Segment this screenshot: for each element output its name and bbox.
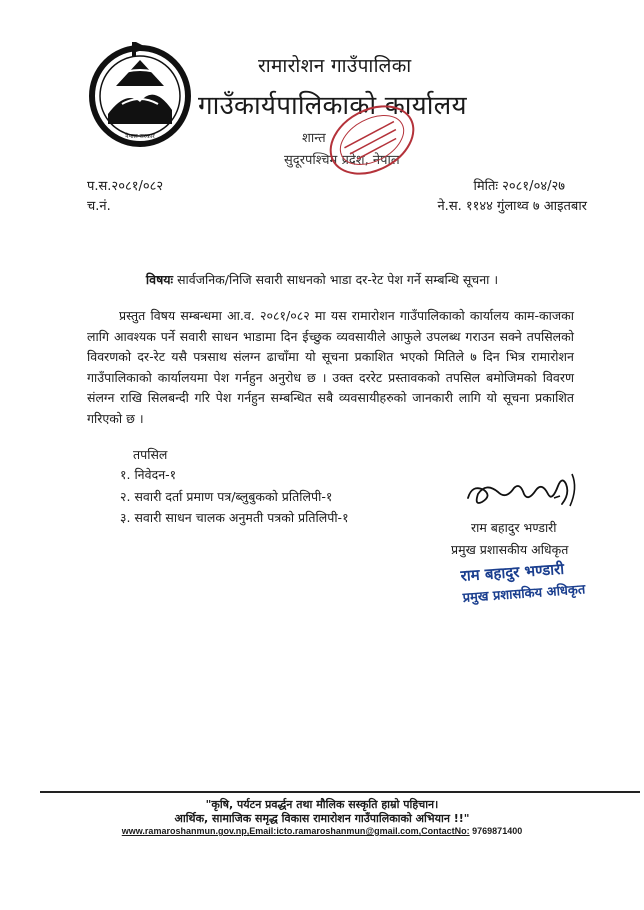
- emblem-text: नेपाल सरकार: [125, 133, 155, 140]
- handwritten-signature-icon: [462, 468, 586, 510]
- subject-line: [0, 271, 644, 288]
- title-stamp: प्रमुख प्रशासकिय अधिकृत: [462, 582, 586, 606]
- dispatch-number: च.नं.: [87, 199, 111, 214]
- email-label: Email:: [249, 826, 277, 836]
- annex-item: १. निवेदन-१: [120, 467, 177, 482]
- phone-number: 9769871400: [472, 826, 523, 836]
- office-province: सुदूरपश्चिम प्रदेश, नेपाल: [284, 153, 400, 168]
- email-link[interactable]: icto.ramaroshanmun@gmail.com: [276, 826, 419, 836]
- annex-heading: तपसिल: [133, 447, 168, 462]
- notice-body: प्रस्तुत विषय सम्बन्धमा आ.व. २०८१/०८२ मा यस रामारोशन गाउँपालिकाको कार्यालय काम-काजका लागि आवश्यक पर्ने सवारी साधन भाडामा दिन ईच्छुक व्यवसायीले आफुले उपलब्ध गराउन सक्ने तपसिलको विवरणको दर-रेट यसै पत्रसाथ संलग्न ढाचाँमा यो सूचना प्रकाशित भएको मितिले ७ दिन भित्र रामारोशन गाउँपालिकाको कार्यालयमा पेश गर्नहुन अनुरोध छ । उक्त दररेट प्रस्तावकको तपसिल बमोजिमको विवरण संलग्न राखि सिलबन्दी गरि पेश गर्नहुन सम्बन्धित सबै व्यवसायीहरुको जानकारी लागि यो सूचना प्रकाशित गरिएको छ ।: [87, 308, 574, 426]
- office-name: रामारोशन गाउँपालिका: [258, 55, 412, 77]
- signatory-name: राम बहादुर भण्डारी: [471, 520, 557, 535]
- subject-label: विषयः: [145, 272, 174, 287]
- letter-date: मितिः २०८१/०४/२७: [473, 179, 565, 194]
- subject-text: सार्वजनिक/निजि सवारी साधनको भाडा दर-रेट पेश गर्ने सम्बन्धि सूचना ।: [177, 272, 499, 287]
- reference-number: प.स.२०८१/०८२: [87, 179, 164, 194]
- footer-motto-line1: "कृषि, पर्यटन प्रवर्द्धन तथा मौलिक सस्कृति हाम्रो पहिचान।: [205, 798, 439, 811]
- website-link[interactable]: www.ramaroshanmun.gov.np: [121, 826, 247, 836]
- signatory-title: प्रमुख प्रशासकीय अधिकृत: [451, 542, 569, 557]
- office-location: शान्त: [302, 131, 326, 146]
- footer-motto-line2: आर्थिक, सामाजिक समृद्ध विकास रामारोशन गाउँपालिकाको अभियान !!": [174, 812, 470, 825]
- name-stamp: राम बहादुर भण्डारी: [460, 559, 565, 585]
- annex-list: [120, 464, 349, 529]
- office-seal-stamp-icon: [320, 100, 424, 180]
- government-emblem-icon: [86, 40, 194, 148]
- contact-label: ContactNo:: [421, 826, 470, 836]
- annex-item: २. सवारी दर्ता प्रमाण पत्र/ब्लुबुकको प्रतिलिपी-१: [120, 488, 333, 504]
- nepal-era-date: ने.स. ११४४ गुंलाथ्व ७ आइतबार: [437, 199, 587, 214]
- office-title: गाउँकार्यपालिकाको कार्यालय: [198, 91, 467, 121]
- footer-divider: [40, 791, 640, 793]
- annex-item: ३. सवारी साधन चालक अनुमती पत्रको प्रतिलिपी-१: [120, 510, 349, 525]
- footer-contact: www.ramaroshanmun.gov.np,Email:icto.ramaroshanmun@gmail.com,ContactNo: 9769871400: [121, 826, 523, 836]
